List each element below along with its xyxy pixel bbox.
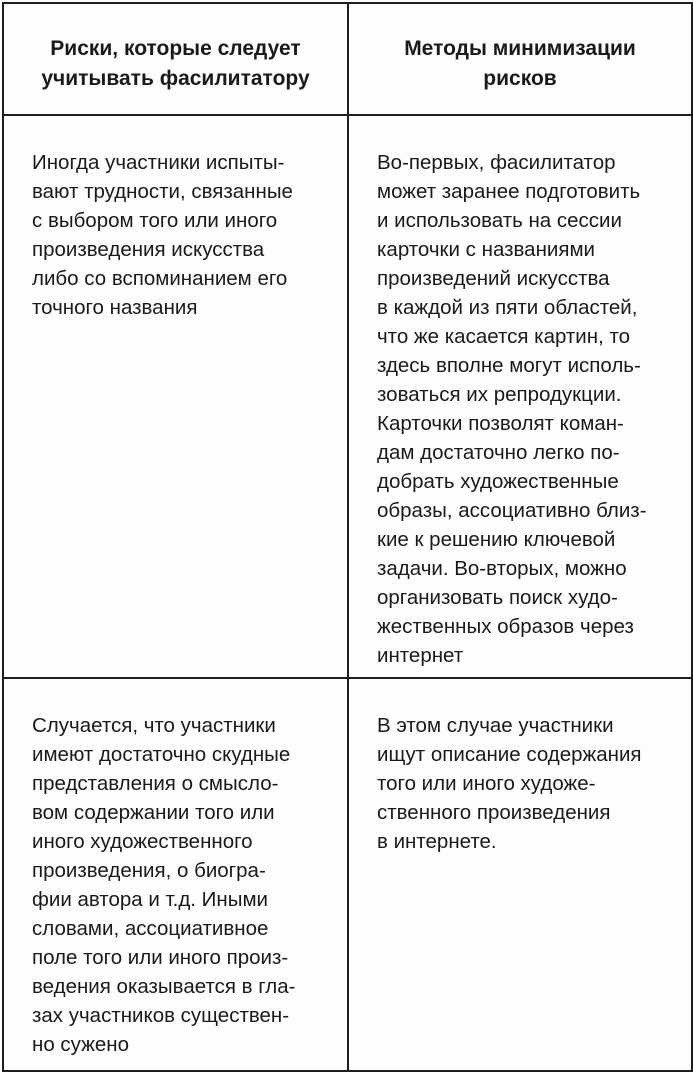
text-line: и использовать на сессии (377, 209, 622, 232)
method-text (349, 116, 691, 670)
text-line: Карточки позволят коман- (377, 412, 624, 435)
text-line: словами, ассоциативное (32, 917, 269, 940)
table-row (3, 115, 692, 678)
text-line: но сужено (32, 1033, 129, 1056)
text-line: вом содержании того или (32, 801, 275, 824)
text-line: Случается, что участники (32, 714, 276, 737)
table-header-row (3, 3, 692, 115)
risk-cell (3, 678, 348, 1071)
header-methods-line: рисков (483, 67, 557, 90)
header-methods-line: Методы минимизации (404, 37, 636, 60)
risk-text (4, 679, 347, 1059)
text-line: ственного произведения (377, 801, 611, 824)
text-line: либо со вспоминанием его (32, 267, 288, 290)
text-line: фии автора и т.д. Иными (32, 888, 269, 911)
text-line: с выбором того или иного (32, 209, 278, 232)
text-line: в интернете. (377, 830, 497, 853)
risk-table (2, 2, 693, 1072)
text-line: поле того или иного произ- (32, 946, 289, 969)
text-line: здесь вполне могут исполь- (377, 354, 641, 377)
text-line: зоваться их репродукции. (377, 383, 622, 406)
text-line: Иногда участники испыты- (32, 151, 285, 174)
text-line: дам достаточно легко по- (377, 441, 620, 464)
text-line: добрать художественные (377, 470, 619, 493)
header-risks-line: Риски, которые следует (50, 37, 301, 60)
text-line: задачи. Во-вторых, можно (377, 557, 627, 580)
text-line: Во-первых, фасилитатор (377, 151, 616, 174)
method-cell (348, 115, 692, 678)
text-line: того или иного художе- (377, 772, 596, 795)
text-line: зах участников существен- (32, 1004, 290, 1027)
text-line: иного художественного (32, 830, 253, 853)
text-line: В этом случае участники (377, 714, 614, 737)
method-text (349, 679, 691, 856)
text-line: в каждой из пяти областей, (377, 296, 638, 319)
text-line: произведений искусства (377, 267, 610, 290)
text-line: имеют достаточно скудные (32, 743, 291, 766)
header-risks (3, 3, 348, 115)
header-methods (348, 3, 692, 115)
text-line: образы, ассоциативно близ- (377, 499, 647, 522)
text-line: карточки с названиями (377, 238, 595, 261)
text-line: представления о смысло- (32, 772, 279, 795)
text-line: интернет (377, 644, 464, 667)
text-line: ведения оказывается в гла- (32, 975, 296, 998)
text-line: что же касается картин, то (377, 325, 631, 348)
text-line: произведения искусства (32, 238, 265, 261)
text-line: жественных образов через (377, 615, 634, 638)
text-line: вают трудности, связанные (32, 180, 293, 203)
text-line: произведения, о биогра- (32, 859, 266, 882)
table-row (3, 678, 692, 1071)
risk-text (4, 116, 347, 322)
text-line: точного названия (32, 296, 198, 319)
header-risks-line: учитывать фасилитатору (41, 67, 310, 90)
text-line: организовать поиск худо- (377, 586, 618, 609)
text-line: ищут описание содержания (377, 743, 642, 766)
risk-cell (3, 115, 348, 678)
text-line: кие к решению ключевой (377, 528, 616, 551)
method-cell (348, 678, 692, 1071)
text-line: может заранее подготовить (377, 180, 641, 203)
